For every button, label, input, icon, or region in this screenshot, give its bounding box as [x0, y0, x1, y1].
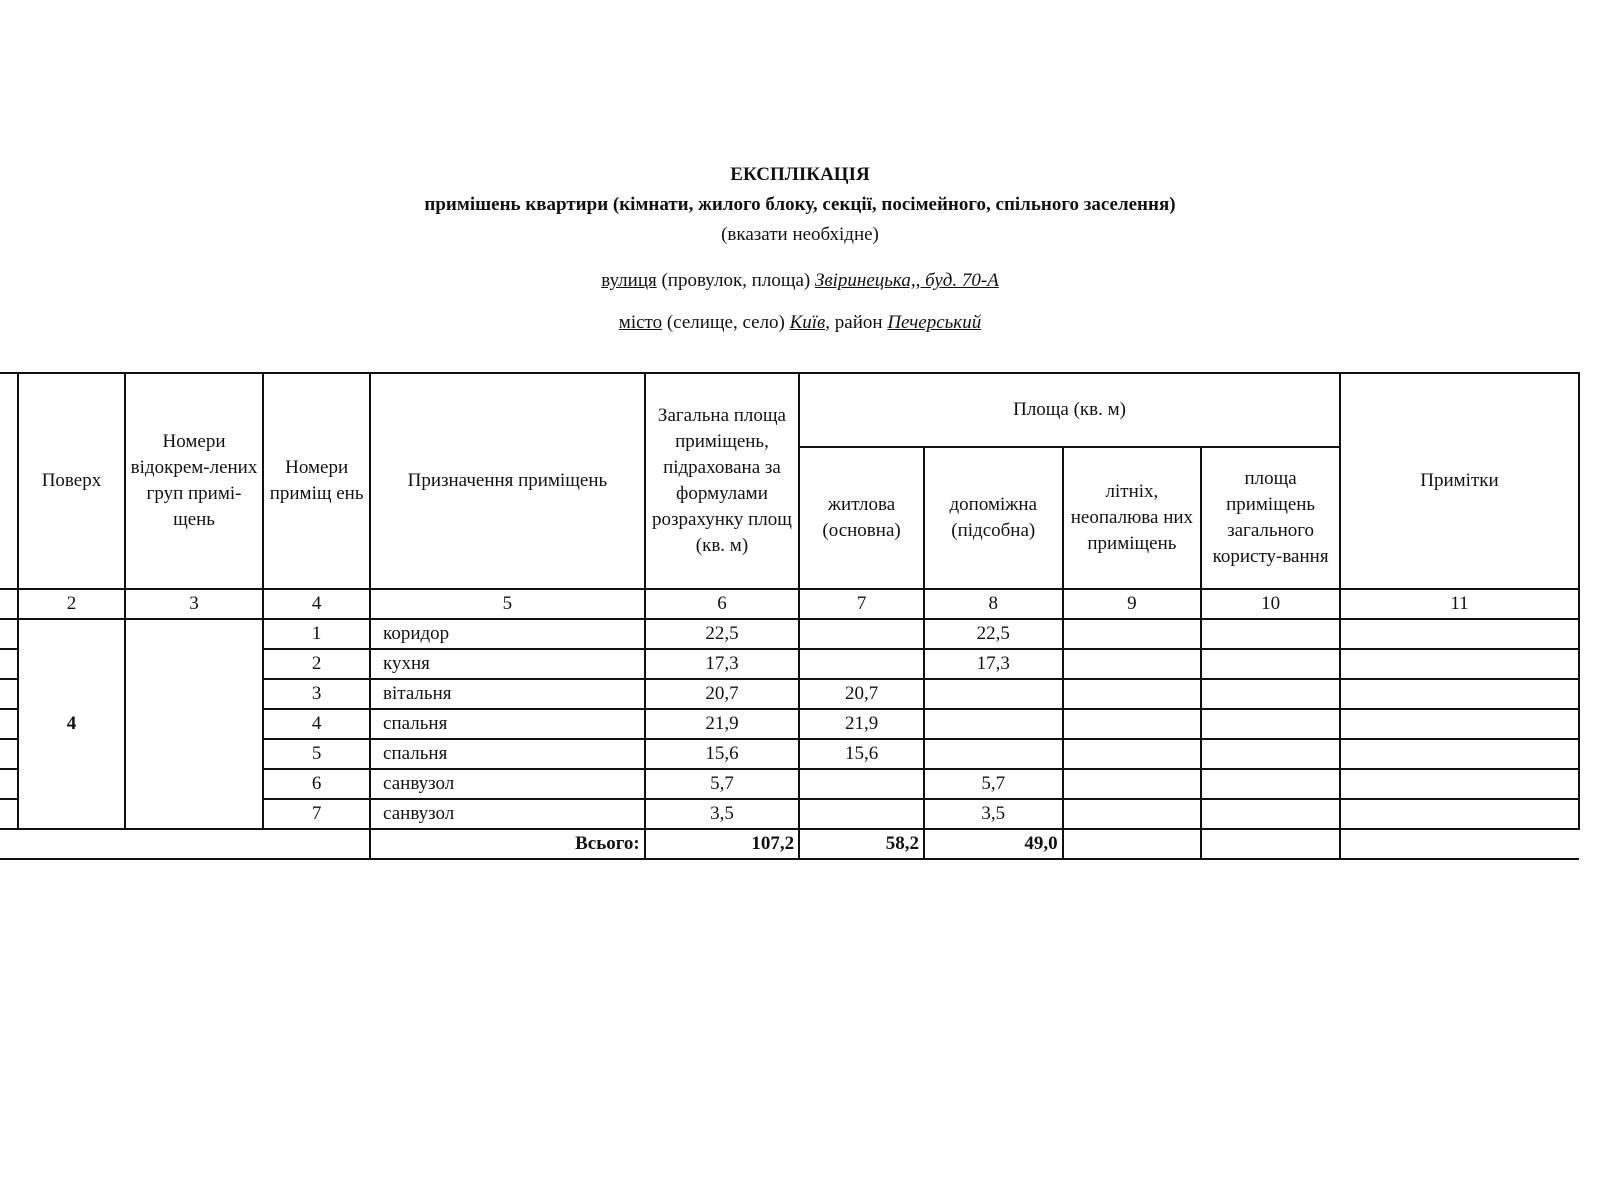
document-heading: [0, 160, 1600, 334]
street-rest: (провулок, площа): [656, 270, 815, 291]
room-number: 1: [263, 619, 370, 649]
col-num: 11: [1340, 589, 1579, 619]
room-aux: 5,7: [924, 769, 1063, 799]
document-subtitle: примішень квартири (кімнати, жилого блоку, секції, посімейного, спільного заселення): [424, 194, 1176, 215]
street-label: вулиця: [601, 270, 657, 291]
row-col-1: [0, 769, 18, 799]
room-living: [799, 649, 924, 679]
header-area: Площа (кв. м): [799, 373, 1340, 447]
district-value: Печерський: [887, 312, 982, 333]
room-total: 15,6: [645, 739, 799, 769]
room-total: 20,7: [645, 679, 799, 709]
room-aux: [924, 709, 1063, 739]
header-common: площа приміщень загального користу-вання: [1201, 447, 1340, 589]
room-notes: [1340, 679, 1579, 709]
room-common: [1201, 619, 1340, 649]
room-total: 21,9: [645, 709, 799, 739]
row-col-1: [0, 649, 18, 679]
room-notes: [1340, 649, 1579, 679]
totals-summer: [1063, 829, 1202, 859]
room-purpose: спальня: [370, 739, 645, 769]
room-living: 20,7: [799, 679, 924, 709]
explication-table: [0, 372, 1580, 860]
col-num: 5: [370, 589, 645, 619]
header-notes: Примітки: [1340, 373, 1579, 589]
room-summer: [1063, 649, 1202, 679]
room-number: 5: [263, 739, 370, 769]
totals-notes: [1340, 829, 1579, 859]
street-line: [0, 270, 1600, 292]
room-notes: [1340, 739, 1579, 769]
totals-blank: [0, 829, 370, 859]
room-purpose: санвузол: [370, 799, 645, 829]
room-common: [1201, 769, 1340, 799]
col-num-1: [0, 589, 18, 619]
room-summer: [1063, 709, 1202, 739]
room-summer: [1063, 619, 1202, 649]
room-common: [1201, 739, 1340, 769]
row-col-1: [0, 619, 18, 649]
column-numbers-row: [0, 589, 1579, 619]
col-num: 2: [18, 589, 125, 619]
room-summer: [1063, 679, 1202, 709]
room-aux: 3,5: [924, 799, 1063, 829]
header-auxiliary: допоміжна (підсобна): [924, 447, 1063, 589]
header-groups: Номери відокрем-лених груп примі-щень: [125, 373, 263, 589]
totals-living: 58,2: [799, 829, 924, 859]
city-label: місто: [618, 312, 663, 333]
col-num: 4: [263, 589, 370, 619]
room-purpose: спальня: [370, 709, 645, 739]
col-num: 10: [1201, 589, 1340, 619]
room-number: 6: [263, 769, 370, 799]
totals-common: [1201, 829, 1340, 859]
room-notes: [1340, 799, 1579, 829]
room-purpose: кухня: [370, 649, 645, 679]
room-purpose: коридор: [370, 619, 645, 649]
room-number: 3: [263, 679, 370, 709]
room-living: 15,6: [799, 739, 924, 769]
header-floor: Поверх: [18, 373, 125, 589]
header-rooms: Номери приміщ ень: [263, 373, 370, 589]
room-summer: [1063, 739, 1202, 769]
room-common: [1201, 679, 1340, 709]
room-living: 21,9: [799, 709, 924, 739]
header-col-1: [0, 373, 18, 589]
room-total: 17,3: [645, 649, 799, 679]
document-note: (вказати необхідне): [721, 224, 879, 245]
room-aux: [924, 679, 1063, 709]
document-title: ЕКСПЛІКАЦІЯ: [730, 164, 870, 185]
totals-aux: 49,0: [924, 829, 1063, 859]
room-common: [1201, 709, 1340, 739]
room-total: 22,5: [645, 619, 799, 649]
row-col-1: [0, 679, 18, 709]
city-line: [0, 312, 1600, 334]
room-notes: [1340, 769, 1579, 799]
header-row-1: [0, 373, 1579, 447]
room-number: 4: [263, 709, 370, 739]
table-row: [0, 619, 1579, 649]
totals-row: [0, 829, 1579, 859]
col-num: 6: [645, 589, 799, 619]
room-living: [799, 619, 924, 649]
header-summer: літніх, неопалюва них приміщень: [1063, 447, 1202, 589]
room-summer: [1063, 769, 1202, 799]
col-num: 7: [799, 589, 924, 619]
header-purpose: Призначення приміщень: [370, 373, 645, 589]
col-num: 9: [1063, 589, 1202, 619]
groups-cell: [125, 619, 263, 829]
room-living: [799, 799, 924, 829]
col-num: 3: [125, 589, 263, 619]
room-summer: [1063, 799, 1202, 829]
room-purpose: вітальня: [370, 679, 645, 709]
row-col-1: [0, 739, 18, 769]
room-common: [1201, 649, 1340, 679]
city-rest: (селище, село): [662, 312, 790, 333]
room-aux: [924, 739, 1063, 769]
city-value: Київ: [789, 312, 826, 333]
totals-label: Всього:: [370, 829, 645, 859]
row-col-1: [0, 709, 18, 739]
room-number: 7: [263, 799, 370, 829]
room-purpose: санвузол: [370, 769, 645, 799]
header-total: Загальна площа приміщень, підрахована за формулами розрахунку площ (кв. м): [645, 373, 799, 589]
totals-total: 107,2: [645, 829, 799, 859]
col-num: 8: [924, 589, 1063, 619]
room-notes: [1340, 619, 1579, 649]
room-number: 2: [263, 649, 370, 679]
row-col-1: [0, 799, 18, 829]
room-notes: [1340, 709, 1579, 739]
room-aux: 22,5: [924, 619, 1063, 649]
floor-cell: 4: [18, 619, 125, 829]
street-value: Звіринецька,, буд. 70-А: [814, 270, 999, 291]
district-label: , район: [825, 312, 888, 333]
room-aux: 17,3: [924, 649, 1063, 679]
header-living: житлова (основна): [799, 447, 924, 589]
room-total: 3,5: [645, 799, 799, 829]
room-living: [799, 769, 924, 799]
room-total: 5,7: [645, 769, 799, 799]
room-common: [1201, 799, 1340, 829]
